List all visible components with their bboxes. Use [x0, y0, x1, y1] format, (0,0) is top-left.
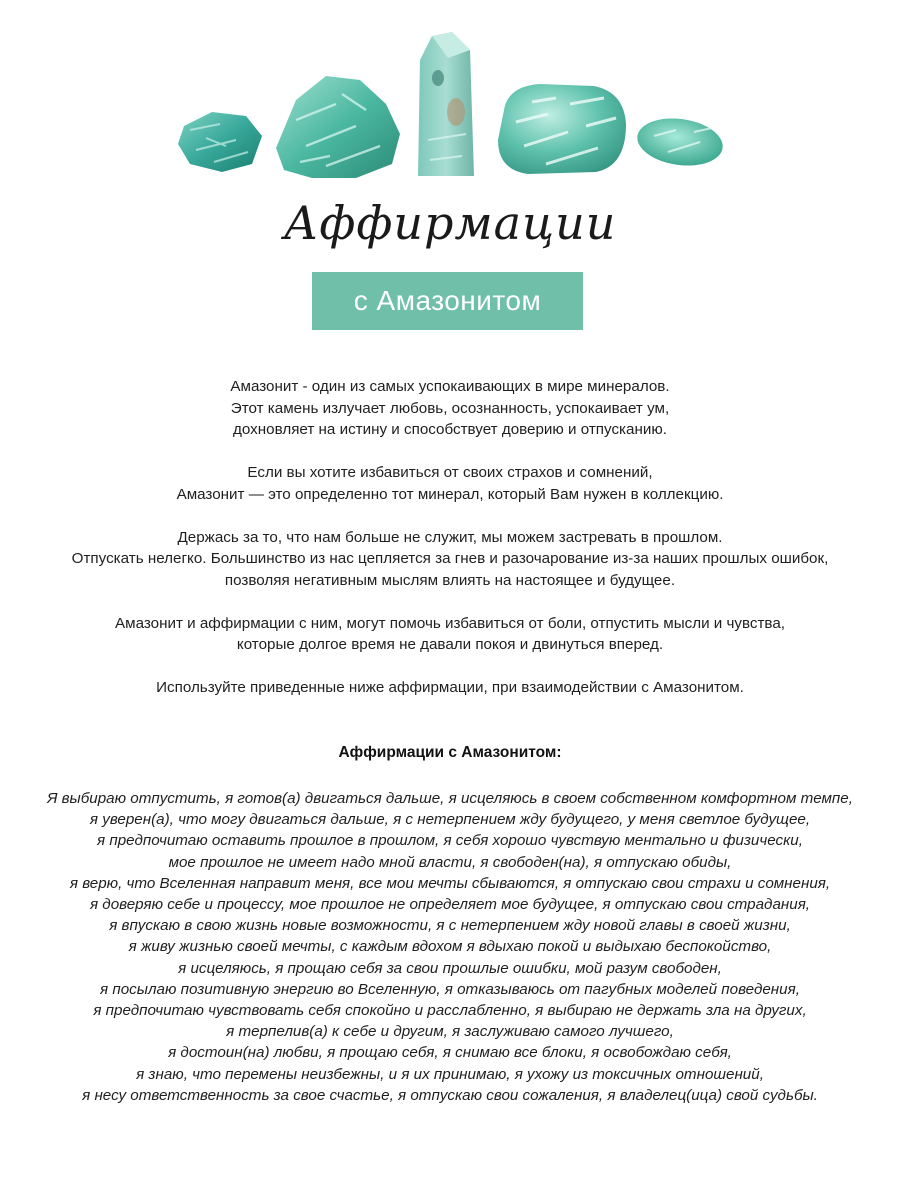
affirmation-line: я исцеляюсь, я прощаю себя за свои прошлые ошибки, мой разум свободен,: [178, 959, 722, 977]
intro-line: дохновляет на истину и способствует доверию и отпусканию.: [233, 421, 667, 438]
affirmation-line: мое прошлое не имеет надо мной власти, я свободен(на), я отпускаю обиды,: [168, 853, 732, 871]
affirmation-line: я предпочитаю оставить прошлое в прошлом, я себя хорошо чувствую ментально и физически,: [97, 832, 803, 850]
affirmation-line: я посылаю позитивную энергию во Вселенную, я отказываюсь от пагубных моделей поведения,: [100, 980, 800, 998]
intro-paragraph: [0, 527, 900, 592]
intro-paragraph: [0, 462, 900, 505]
intro-line: Используйте приведенные ниже аффирмации, при взаимодействии с Амазонитом.: [156, 679, 744, 696]
intro-paragraph: [0, 677, 900, 699]
intro-line: Этот камень излучает любовь, осознанность, успокаивает ум,: [230, 399, 670, 417]
intro-line: Если вы хотите избавиться от своих страхов и сомнений,: [247, 464, 653, 481]
affirmation-line: я достоин(на) любви, я прощаю себя, я снимаю все блоки, я освобождаю себя,: [168, 1044, 732, 1062]
affirmation-line: я знаю, что перемены неизбежны, и я их принимаю, я ухожу из токсичных отношений,: [136, 1065, 764, 1083]
affirmation-line: я впускаю в свою жизнь новые возможности, я с нетерпением жду новой главы в своей жизни,: [109, 917, 791, 935]
intro-line: Держась за то, что нам больше не служит, мы можем застревать в прошлом.: [177, 528, 723, 546]
affirmations-list: [0, 788, 900, 1106]
affirmation-line: я несу ответственность за свое счастье, я отпускаю свои сожаления, я владелец(ица) свой судьбы.: [82, 1086, 818, 1104]
amazonite-stones-image: [0, 0, 900, 200]
affirmation-line: я живу жизнью своей мечты, с каждым вдохом я вдыхаю покой и выдыхаю беспокойство,: [128, 938, 772, 956]
affirmation-line: Я выбираю отпустить, я готов(а) двигаться дальше, я исцеляюсь в своем собственном комфортном темпе,: [47, 790, 853, 807]
page-title: Аффирмации: [283, 196, 617, 250]
affirmation-line: я уверен(а), что могу двигаться дальше, я с нетерпением жду будущего, у меня светлое будущее,: [89, 811, 811, 829]
intro-line: Амазонит - один из самых успокаивающих в мире минералов.: [230, 378, 670, 395]
intro-line: Амазонит и аффирмации с ним, могут помочь избавиться от боли, отпустить мысли и чувства,: [115, 614, 785, 632]
tumbled-amazonite-image: [498, 84, 626, 174]
intro-paragraph: [0, 376, 900, 441]
affirmations-heading: Аффирмации с Амазонитом:: [338, 744, 562, 761]
intro-paragraph: [0, 613, 900, 656]
affirmation-line: я верю, что Вселенная направит меня, все мои мечты сбываются, я отпускаю свои страхи и сомнения,: [69, 874, 831, 892]
intro-line: Амазонит — это определенно тот минерал, который Вам нужен в коллекцию.: [176, 485, 724, 503]
intro-text: [0, 376, 900, 720]
affirmation-line: я терпелив(а) к себе и другим, я заслуживаю самого лучшего,: [226, 1023, 674, 1041]
intro-line: Отпускать нелегко. Большинство из нас цепляется за гнев и разочарование из-за наших прошлых ошибок,: [71, 550, 829, 567]
affirmation-line: я предпочитаю чувствовать себя спокойно и расслабленно, я выбираю не держать зла на других,: [93, 1002, 807, 1020]
intro-line: позволяя негативным мыслям влиять на настоящее и будущее.: [224, 571, 676, 589]
subtitle-badge: [312, 272, 583, 330]
rough-amazonite-small-image: [178, 112, 262, 172]
intro-line: которые долгое время не давали покоя и двинуться вперед.: [236, 636, 664, 653]
subtitle-text: с Амазонитом: [353, 285, 542, 316]
amazonite-point-image: [418, 32, 474, 176]
tumbled-amazonite-pebble-image: [634, 113, 726, 171]
rough-amazonite-large-image: [276, 76, 400, 178]
affirmation-line: я доверяю себе и процессу, мое прошлое не определяет мое будущее, я отпускаю свои страдания,: [89, 896, 811, 914]
